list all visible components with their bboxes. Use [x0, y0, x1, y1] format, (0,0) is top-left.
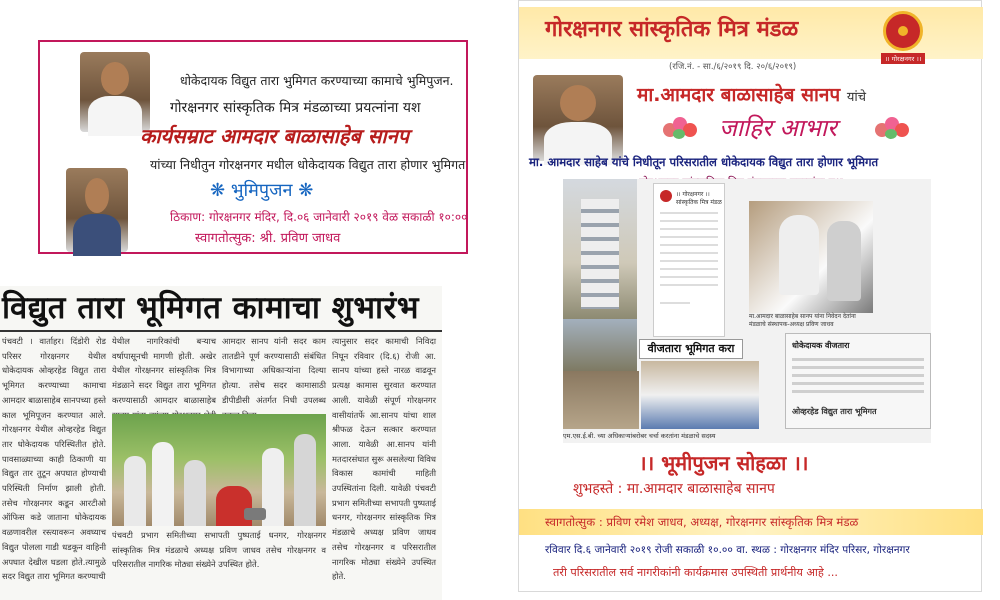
organizer-photo	[66, 168, 128, 252]
welcome-text: स्वागतोत्सुक : प्रविण रमेश जाधव, अध्यक्ष, गोरक्षनगर सांस्कृतिक मित्र मंडळ	[545, 515, 859, 529]
news-cuttings	[785, 333, 931, 429]
news-cutting-caption: ओव्हरहेड विद्युत तारा भूमिगत	[792, 407, 877, 416]
ceremony-title: ।। भूमीपुजन सोहळा ।।	[639, 451, 809, 475]
flower-icon	[663, 117, 697, 143]
demand-banner: वीजतारा भूमिगत करा	[639, 339, 743, 359]
site-photo	[563, 371, 639, 429]
card-line-2: गोरक्षनगर सांस्कृतिक मित्र मंडळाच्या प्रयत्नांना यश	[170, 100, 421, 116]
poster-registration: (रजि.नं. - सा./६/२०१९ दि. २०/६/२०१९)	[669, 62, 797, 72]
emblem-icon	[883, 11, 923, 51]
mla-name: मा.आमदार बाळासाहेब सानप	[637, 84, 841, 106]
card-venue: ठिकाण: गोरक्षनगर मंदिर, दि.०६ जानेवारी २०१९ वेळ सकाळी १०:००	[170, 210, 468, 224]
event-date-venue: रविवार दि.६ जानेवारी २०१९ रोजी सकाळी १०.०० वा. स्थळ : गोरक्षनगर मंदिर परिसर, गोरक्षनगर	[545, 544, 910, 556]
letter-subheading: सांस्कृतिक मित्र मंडळ	[676, 199, 722, 206]
photo-collage	[563, 179, 931, 443]
card-bhumipujan	[210, 178, 313, 202]
memorandum-letter	[653, 183, 725, 337]
card-host: स्वागतोत्सुक: श्री. प्रविण जाधव	[195, 231, 341, 246]
letter-seal-icon	[660, 190, 672, 202]
mla-portrait	[533, 75, 623, 161]
card-line-1: धोकेदायक विद्युत तारा भुमिगत करण्याच्या कामाचे भुमिपुजन.	[180, 73, 454, 88]
poster-footer: तरी परिसरातील सर्व नागरीकांनी कार्यक्रमास उपस्थिती प्रार्थनीय आहे ...	[553, 566, 838, 579]
newspaper-headline: विद्युत तारा भूमिगत कामाचा शुभारंभ	[2, 290, 420, 326]
newspaper-column-4: त्यानुसार सदर कामाची निविदा निघून रविवार (दि.६) रोजी आ. सानप यांच्या हस्ते नारळ वाढवून प्रत्यक्ष कामास सुरवात करण्यात आली. यावेळी संपूर्ण गोरक्षनगर वासीयांतर्फे आ.सानप यांचा शाल श्रीफळ देऊन सत्कार करण्यात आला. यावेळी आ.सानप यांनी मतदारसंघात सुरू असलेल्या विविध विकास कामांची माहिती उपस्थितांना दिली. यावेळी पंचवटी प्रभाग समितीच्या सभापती पुष्पताई धनगर, गोरक्षनगर सांस्कृतिक मित्र मंडळाचे अध्यक्ष प्रविण जाधव तसेच गोरक्षनगर व परिसरातील नागरिक मोठ्या संख्येने उपस्थित होते.	[332, 336, 436, 582]
poster-mla-name	[637, 81, 866, 107]
poster-subtitle-1: मा. आमदार साहेब यांचे निधीतून परिसरातील धोकेदायक विद्युत तारा होणार भूमिगत	[529, 155, 879, 169]
mandal-logo	[871, 11, 935, 71]
newspaper-column-lower: पंचवटी प्रभाग समितीच्या सभापती पुष्पताई धनगर, गोरक्षनगर सांस्कृतिक मित्र मंडळाचे अध्यक्ष प्रविण जाधव तसेच गोरक्षनगर व परिसरातील नागरिक मोठ्या संख्येने उपस्थित होते.	[112, 530, 326, 570]
card-mla-title: कार्यसम्राट आमदार बाळासाहेब सानप	[140, 124, 410, 148]
poster-title: गोरक्षनगर सांस्कृतिक मित्र मंडळ	[545, 17, 799, 42]
headline-rule	[0, 330, 442, 332]
memorandum-caption: मा.आमदार बाळासाहेब सानप यांना निवेदन देतांना मंडळाचे संस्थापक-अध्यक्ष प्रविण जाधव	[749, 313, 856, 328]
letter-heading: ।। गोरक्षनगर ।।	[676, 191, 710, 198]
poster-thanks: जाहिर आभार	[719, 114, 837, 142]
building-photo	[563, 179, 637, 319]
mla-photo	[80, 52, 150, 132]
wires-photo	[563, 319, 637, 371]
meeting-caption: एम.एस.ई.बी. च्या अधिकाऱ्यांबरोबर चर्चा करतांना मंडळाचे सदस्य	[563, 432, 716, 440]
chief-guest: शुभहस्ते : मा.आमदार बाळासाहेब सानप	[573, 481, 775, 497]
flower-icon	[875, 117, 909, 143]
newspaper-column-3: आमदार सानप यांनी सदर काम तातडीने पूर्ण करण्यासाठी संबंधित विभागाच्या अधिकाऱ्यांना दिल्या होत्या. तसेच सदर कामासाठी डीपीडीसी अंतर्गत निधी उपलब्ध	[222, 336, 326, 405]
mla-suffix: यांचे	[846, 90, 867, 105]
card-line-4: यांच्या निधीतुन गोरक्षनगर मधील धोकेदायक विद्युत तारा होणार भुमिगत	[150, 157, 466, 172]
meeting-photo	[641, 361, 759, 429]
clipping-bottom-edge	[0, 582, 442, 600]
logo-ribbon: ।। गोरक्षनगर ।।	[881, 53, 926, 64]
thanks-poster	[518, 0, 982, 592]
newspaper-clipping	[0, 286, 442, 600]
invitation-card	[38, 40, 468, 254]
memorandum-photo	[749, 201, 873, 313]
ceremony-photo	[112, 414, 326, 526]
news-cutting-headline: धोकेदायक वीजतारा	[792, 341, 850, 350]
newspaper-column-2: येथील नागरिकांची बऱ्याच वर्षापासूनची मागणी होती. अखेर येथील गोरक्षनगर सांस्कृतिक मित्र मंडळाने सदर विद्युत तारा भूमिगत करण्यासाठी आमदार बाळासाहेब	[112, 336, 216, 405]
star-icon: ❋	[210, 180, 226, 201]
bhumipujan-label: भुमिपुजन	[230, 180, 293, 201]
star-icon: ❋	[298, 180, 314, 201]
newspaper-column-1: पंचवटी । वार्ताहर। दिंडोरी रोड परिसर गोरक्षनगर येथील धोकेदायक ओव्हरहेड विद्युत तारा भूमिगत करण्याच्या कामाचा आमदार बाळासाहेब सानपच्या हस्ते काल भूमिपूजन करण्यात आले. गोरक्षनगर येथील ओव्हरहेड विद्युत तार धोकेदायक परिस्थितीत होते. पावसाळ्याच्या काही ठिकाणी या विद्युत तार तुटून अपघात होण्याची परिस्थिती निर्माण झाली होती. तसेच गोरक्षनगर कडून आरटीओ ऑफिस कडे जाताना धोकेदायक वळणावरील रस्त्यावरून अवघ्याच विद्युत पोलला गाडी धडकून वाहिनी अपघात देखील घडला होते.त्यामुळे सदर विद्युत तारा भूमिगत करण्याची	[2, 336, 106, 582]
